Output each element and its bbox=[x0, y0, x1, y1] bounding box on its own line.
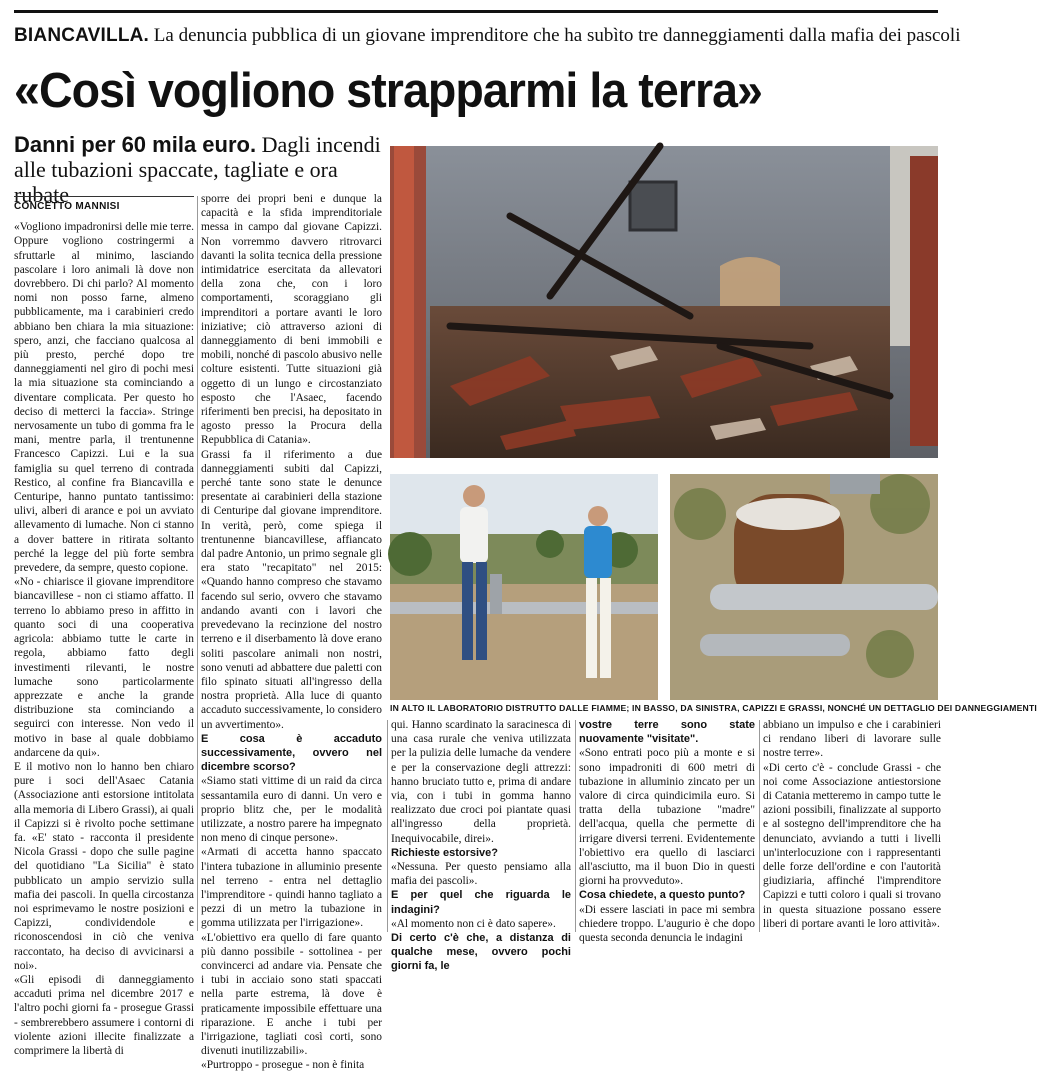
question: vostre terre sono state nuovamente "visitate". bbox=[579, 719, 755, 746]
paragraph: «Armati di accetta hanno spaccato l'intera tubazione in alluminio presente nel terreno - entra nel dettaglio l'imprenditore - quindi hanno tagliato a pezzi di un metro la tubazione in gomma utilizzata per l'irrigazione». bbox=[201, 846, 382, 930]
question: E cosa è accaduto successivamente, ovvero nel dicembre scorso? bbox=[201, 732, 382, 774]
question: Richieste estorsive? bbox=[391, 846, 498, 859]
photo-burned-laboratory bbox=[390, 146, 938, 458]
paragraph: «Sono entrati poco più a monte e si sono impadroniti di 600 metri di tubazione in alluminio zincato per un valore di circa quindicimila euro. Si tratta della tubazione "madre" dell'acqua, quella che permette di irrigare diversi terreni. Evidentemente l'obiettivo era quello di lasciarci all'asciutto, ma il buon Dio in questi giorni ha provveduto». bbox=[579, 747, 755, 888]
photo-capizzi-grassi bbox=[390, 474, 658, 700]
paragraph: «Al momento non ci è dato sapere». bbox=[391, 917, 556, 930]
column-divider bbox=[197, 196, 198, 931]
byline: CONCETTO MANNISI bbox=[14, 196, 194, 214]
column-1 bbox=[14, 196, 194, 1057]
capizzi-grassi-illustration bbox=[390, 474, 658, 700]
paragraph: «Purtroppo - prosegue - non è finita bbox=[201, 1059, 365, 1072]
paragraph: Grassi fa il riferimento a due danneggiamenti subiti dal Capizzi, perché tante sono state le denunce presentate ai carabinieri della stazione di Centuripe dal giovane imprenditore. In verità, però, come spiega il trentunenne biancavillese, affiancato dal padre Antonio, un primo segnale gli era stato "recapitato" nel 2015: «Quando hanno compreso che stavamo facendo sul serio, ovvero che stavamo andando avanti con i lavori che prevedevano la recinzione del nostro terreno e il diserbamento là dove erano soliti pascolare animali non nostri, sono venuti ad abbattere due paletti con filo spinato situati all'ingresso della nostra proprietà. Alla luce di quanto accaduto successivamente, lo considero un avvertimento». bbox=[201, 448, 382, 731]
column-divider bbox=[759, 720, 760, 932]
paragraph: «Nessuna. Per questo pensiamo alla mafia dei pascoli». bbox=[391, 861, 571, 888]
paragraph: sporre dei propri beni e dunque la capacità e la sfida imprenditoriale messa in campo dal giovane Capizzi. Non vorremmo davvero ritrovarci davanti la solita tecnica della pressione intimidatrice esercitata da allevatori della zona che, con i loro comportamenti, scoraggiano gli imprenditori a portare avanti le loro iniziative; ciò attraverso azioni di danneggiamento di beni immobili e mobili, nonché di pascolo abusivo nelle colture esistenti. Tutte situazioni già oggetto di un lungo e circostanziato esposto che l'Asaec, facendo riferimenti ben precisi, ha depositato in agosto presso la Procura della Repubblica di Catania». bbox=[201, 193, 382, 447]
column-5 bbox=[763, 718, 941, 936]
column-2 bbox=[201, 192, 382, 1072]
question: E per quel che riguarda le indagini? bbox=[391, 889, 571, 916]
paragraph: «Vogliono impadronirsi delle mie terre. Oppure vogliono costringermi a sfruttarle al minimo, lasciando pascolare i loro animali là dove non dovrebbero. Di chi parlo? Al momento nomi non posso farne, almeno pubblicamente, ma i carabinieri credo abbiano ben chiara la mia situazione: spero, anzi, che facciano qualcosa al più presto, perché dopo tre danneggiamenti nel giro di pochi mesi la mia situazione sta cominciando a diventare complicata. Per questo ho deciso di metterci la faccia». Stringe nervosamente un tubo di gomma fra le mani, mentre parla, il trentunenne Francesco Capizzi. Lui e la sua famiglia su quel terreno di contrada Restico, al confine fra Biancavilla e Centuripe, hanno puntato tantissimo: ulivi, alberi di arance e poi un avviato allevamento di lumache. Non ci stanno a dover battere in ritirata soltanto perché la legge del più forte sembra prevedere, da sempre, questo copione. bbox=[14, 221, 194, 575]
subhead-bold: Danni per 60 mila euro. bbox=[14, 132, 257, 157]
photo-caption: IN ALTO IL LABORATORIO DISTRUTTO DALLE FIAMME; IN BASSO, DA SINISTRA, CAPIZZI E GRASSI, NONCHÉ UN DETTAGLIO DEI DANNEGGIAMENTI bbox=[390, 703, 1037, 713]
question: Cosa chiedete, a questo punto? bbox=[579, 889, 746, 902]
column-3 bbox=[391, 718, 571, 973]
kicker-text: La denuncia pubblica di un giovane imprenditore che ha subìto tre danneggiamenti dalla mafia dei pascoli bbox=[149, 25, 961, 46]
paragraph: «Di certo c'è - conclude Grassi - che noi come Associazione antiestorsione di Catania metteremo in campo tutte le azioni possibili, finalizzate al supporto e al sostegno dell'imprenditore che ha denunciato, avviando a tutti i livelli un'interlocuzione con i rappresentanti delle forze dell'ordine e con l'autorità giudiziaria, affinché l'imprenditore Capizzi e tutti coloro i quali si trovano in questa situazione possano essere liberi di portare avanti le loro attività». bbox=[763, 761, 941, 930]
paragraph: E il motivo non lo hanno ben chiaro pure i soci dell'Asaec Catania (Associazione anti estorsione intitolata alla memoria di Libero Grassi), ai quali il Capizzi si è rivolto poche settimane fa. «E' stato - racconta il presidente Nicola Grassi - dopo che sulle pagine del quotidiano "La Sicilia" è stato pubblicato un ampio servizio sulla mafia dei pascoli. In quella circostanza noi esprimevamo le nostre posizioni e Capizzi, condividendole e riconoscendosi in ciò che veniva raccontato, ha deciso di avvicinarsi a noi». bbox=[14, 760, 194, 972]
paragraph: «Di essere lasciati in pace mi sembra chiedere troppo. L'augurio è che dopo questa seconda denuncia le indagini bbox=[579, 903, 755, 945]
burned-laboratory-illustration bbox=[390, 146, 938, 458]
paragraph: «Gli episodi di danneggiamento accaduti prima nel dicembre 2017 e l'altro pochi giorni fa - prosegue Grassi - sembrerebbero assumere i contorni di violente azioni illecite finalizzate a comprimere la libertà di bbox=[14, 973, 194, 1057]
kicker bbox=[14, 24, 961, 48]
column-divider bbox=[387, 720, 388, 932]
photo-damage-detail bbox=[670, 474, 938, 700]
paragraph: abbiano un impulso e che i carabinieri ci rendano liberi di lavorare sulle nostre terre». bbox=[763, 719, 941, 760]
question: Di certo c'è che, a distanza di qualche mese, ovvero pochi giorni fa, le bbox=[391, 932, 571, 973]
column-divider bbox=[575, 720, 576, 932]
paragraph: qui. Hanno scardinato la saracinesca di una casa rurale che veniva utilizzata per la pulizia delle lumache da vendere e per la conservazione degli attrezzi: hanno bruciato tutto e, prima di andare via, con i tubi in gomma hanno realizzato due croci poi piantate quasi all'ingresso della proprietà. Inequivocabile, direi». bbox=[391, 719, 571, 845]
paragraph: «No - chiarisce il giovane imprenditore biancavillese - non ci stiamo affatto. Il terreno lo abbiamo preso in affitto in quanto soci di una cooperativa agricola: abbiamo tutte le carte in regola, abbiamo fatto degli investimenti rilevanti, le nostre lumache sono particolarmente apprezzate e anche la grande distribuzione sta cominciando a seguirci con interesse. Non vedo il motivo in base al quale dobbiamo andarcene da qui». bbox=[14, 576, 194, 759]
headline: «Così vogliono strapparmi la terra» bbox=[14, 64, 762, 118]
damage-detail-illustration bbox=[670, 474, 938, 700]
subhead-text: Dagli incendi alle tubazioni spaccate, tagliate e ora rubate bbox=[14, 132, 381, 207]
top-rule bbox=[14, 10, 938, 13]
paragraph: «Siamo stati vittime di un raid da circa sessantamila euro di danni. Un vero e proprio blitz che, per le modalità utilizzate, a nostro parere ha impegnato non meno di cinque persone». bbox=[201, 775, 382, 845]
kicker-place: BIANCAVILLA. bbox=[14, 25, 150, 46]
column-4 bbox=[579, 718, 755, 945]
paragraph: «L'obiettivo era quello di fare quanto più danno possibile - sottolinea - per convincerci ad andare via. Pensate che i tubi in acciaio sono stati spaccati nella parte estrema, là dove è praticamente impossibile effettuare una riparazione. E anche i tubi per l'irrigazione, tagliati così corti, sono divenuti inutilizzabili». bbox=[201, 931, 382, 1058]
